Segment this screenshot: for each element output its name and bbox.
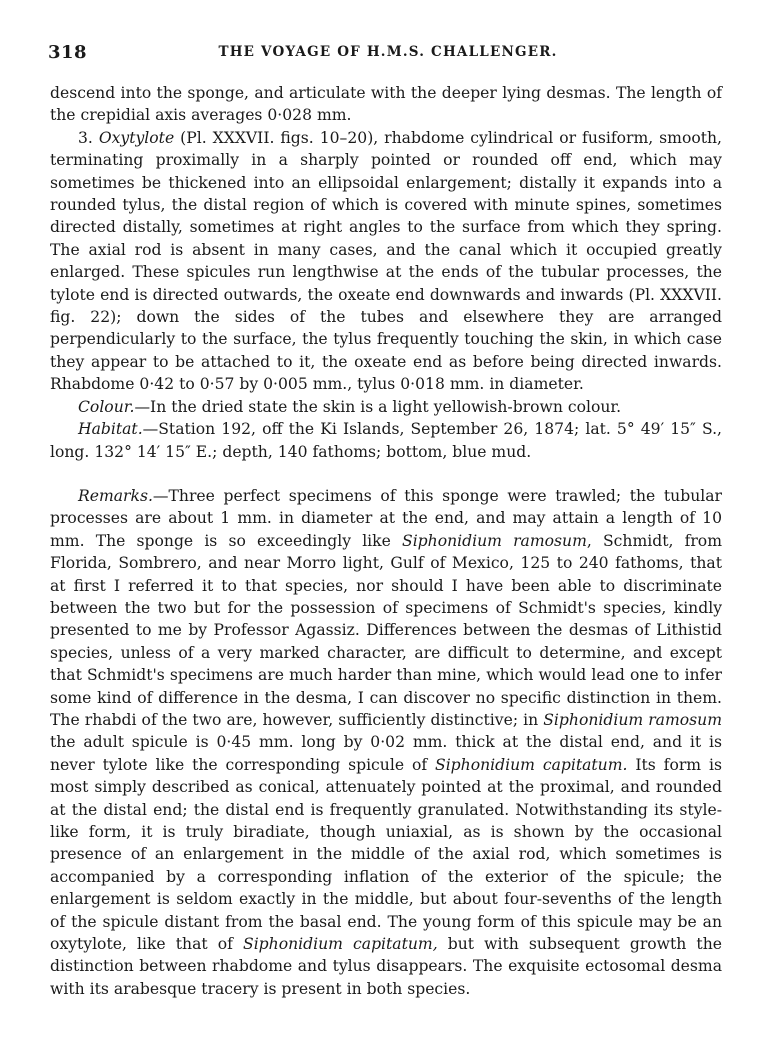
paragraph-text: , Schmidt, from Florida, Sombrero, and near Morro light, Gulf of Mexico, 125 to 240 fathoms, that at first I referred it to that species, nor should I have been able to discriminate between the two but for the possession of specimens of Schmidt's species, kindly presented to me by Professor Agassiz. Differences between the desmas of Lithistid species, unless of a very marked character, are difficult to determine, and except that Schmidt's specimens are much harder than mine, which would lead one to infer some kind of difference in the desma, I can discover no specific distinction in them. The rhabdi of the two are, however, sufficiently distinctive; in: [50, 531, 722, 729]
section-gap: [50, 463, 722, 485]
paragraph-remarks: [50, 485, 722, 1000]
item-number: 3.: [78, 128, 99, 147]
paragraph-oxytylote: [50, 127, 722, 396]
species-name: Siphonidium ramosum: [543, 710, 722, 729]
page-header: [0, 38, 776, 68]
running-title: THE VOYAGE OF H.M.S. CHALLENGER.: [218, 44, 558, 60]
page-number: 318: [48, 42, 88, 63]
paragraph-text: descend into the sponge, and articulate with the deeper lying desmas. The length of the crepidial axis averages 0·028 mm.: [50, 84, 722, 125]
item-term: Oxytylote: [98, 128, 175, 147]
section-label: Colour.: [78, 397, 135, 416]
paragraph-text: —Station 192, off the Ki Islands, September 26, 1874; lat. 5° 49′ 15″ S., long. 132° 14′ 15″ E.; depth, 140 fathoms; bottom, blue mud.: [50, 420, 722, 461]
paragraph-text: Its form is most simply described as conical, attenuately pointed at the proximal, and rounded at the distal end; the distal end is frequently granulated. Notwithstanding its style-like form, it is truly biradiate, though uniaxial, as is shown by the occasional presence of an enlargement in the middle of the axial rod, which sometimes is accompanied by a corresponding inflation of the exterior of the spicule; the enlargement is seldom exactly in the middle, but about four-sevenths of the length of the spicule distant from the basal end. The young form of this spicule may be an oxytylote, like that of: [50, 755, 722, 954]
paragraph-continuation: [50, 82, 722, 127]
body-text: [50, 82, 722, 1000]
species-name: Siphonidium capitatum.: [435, 755, 628, 774]
species-name: Siphonidium ramosum: [402, 531, 587, 550]
section-label: Habitat.: [78, 420, 143, 439]
paragraph-text: —In the dried state the skin is a light yellowish-brown colour.: [134, 397, 622, 416]
section-label: Remarks.: [78, 486, 153, 505]
paragraph-text: —Three perfect specimens of this sponge were trawled; the tubular processes are about 1 mm. in diameter at the end, and may attain a length of 10 mm. The sponge is so exceedingly like: [50, 486, 722, 550]
paragraph-text: but with subsequent growth the distinction between rhabdome and tylus disappears. The exquisite ectosomal desma with its arabesque tracery is present in both species.: [50, 935, 722, 998]
species-name: Siphonidium capitatum,: [243, 935, 438, 954]
paragraph-text: the adult spicule is 0·45 mm. long by 0·02 mm. thick at the distal end, and it is never tylote like the corresponding spicule of: [50, 733, 722, 774]
paragraph-text: (Pl. XXXVII. figs. 10–20), rhabdome cylindrical or fusiform, smooth, terminating proximally in a sharply pointed or rounded off end, which may sometimes be thickened into an ellipsoidal enlargement; distally it expands into a rounded tylus, the distal region of which is covered with minute spines, sometimes directed distally, sometimes at right angles to the surface from which they spring. The axial rod is absent in many cases, and the canal which it occupied greatly enlarged. These spicules run lengthwise at the ends of the tubular processes, the tylote end is directed outwards, the oxeate end downwards and inwards (Pl. XXXVII. fig. 22); down the sides of the tubes and elsewhere they are arranged perpendicularly to the surface, the tylus frequently touching the skin, in which case they appear to be attached to it, the oxeate end as before being directed inwards. Rhabdome 0·42 to 0·57 by 0·005 mm., tylus 0·018 mm. in diameter.: [50, 128, 722, 394]
paragraph-habitat: [50, 418, 722, 463]
paragraph-colour: [50, 396, 722, 418]
